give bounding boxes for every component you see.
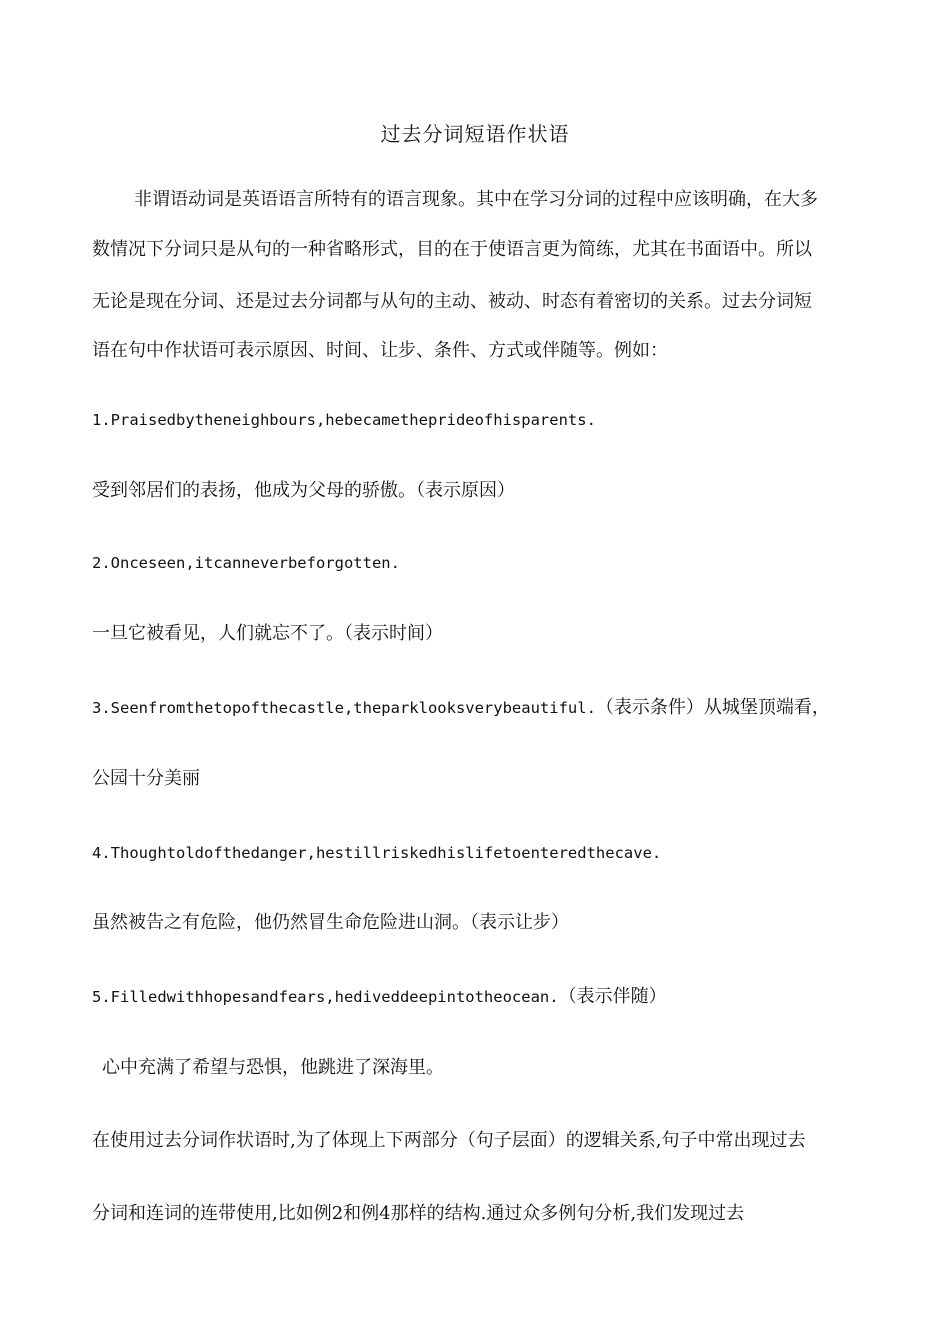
example-1-chinese: 受到邻居们的表扬，他成为父母的骄傲。（表示原因） xyxy=(92,480,515,501)
closing-line: 在使用过去分词作状语时,为了体现上下两部分（句子层面）的逻辑关系,句子中常出现过去 xyxy=(92,1130,806,1151)
example-2-english: 2.Onceseen,itcanneverbeforgotten. xyxy=(92,554,400,572)
example-4-english: 4.Thoughtoldofthedanger,hestillriskedhislifetoenteredthecave. xyxy=(92,844,662,862)
intro-line: 数情况下分词只是从句的一种省略形式，目的在于使语言更为简练，尤其在书面语中。所以 xyxy=(92,239,812,260)
example-3-chinese: 公园十分美丽 xyxy=(92,768,200,789)
example-5-line xyxy=(92,986,667,1008)
example-5-annotation: （表示伴随） xyxy=(558,986,667,1007)
intro-line: 非谓语动词是英语语言所特有的语言现象。其中在学习分词的过程中应该明确，在大多 xyxy=(134,189,818,210)
example-4-chinese: 虽然被告之有危险，他仍然冒生命危险进山洞。（表示让步） xyxy=(92,912,569,933)
example-3-annotation: （表示条件）从城堡顶端看， xyxy=(595,697,830,718)
page-title: 过去分词短语作状语 xyxy=(380,122,570,146)
example-5-chinese: 心中充满了希望与恐惧，他跳进了深海里。 xyxy=(102,1057,444,1078)
example-3-english: 3.Seenfromthetopofthecastle,theparklooksverybeautiful. xyxy=(92,699,596,717)
example-2-chinese: 一旦它被看见，人们就忘不了。（表示时间） xyxy=(92,623,443,644)
closing-line: 分词和连词的连带使用,比如例2和例4那样的结构.通过众多例句分析,我们发现过去 xyxy=(92,1203,745,1224)
example-5-english: 5.Filledwithhopesandfears,hediveddeepintotheocean. xyxy=(92,988,559,1006)
intro-line: 语在句中作状语可表示原因、时间、让步、条件、方式或伴随等。例如： xyxy=(92,340,668,361)
intro-line: 无论是现在分词、还是过去分词都与从句的主动、被动、时态有着密切的关系。过去分词短 xyxy=(92,291,812,312)
example-1-english: 1.Praisedbytheneighbours,hebecametheprideofhisparents. xyxy=(92,411,596,429)
example-3-line xyxy=(92,697,830,719)
